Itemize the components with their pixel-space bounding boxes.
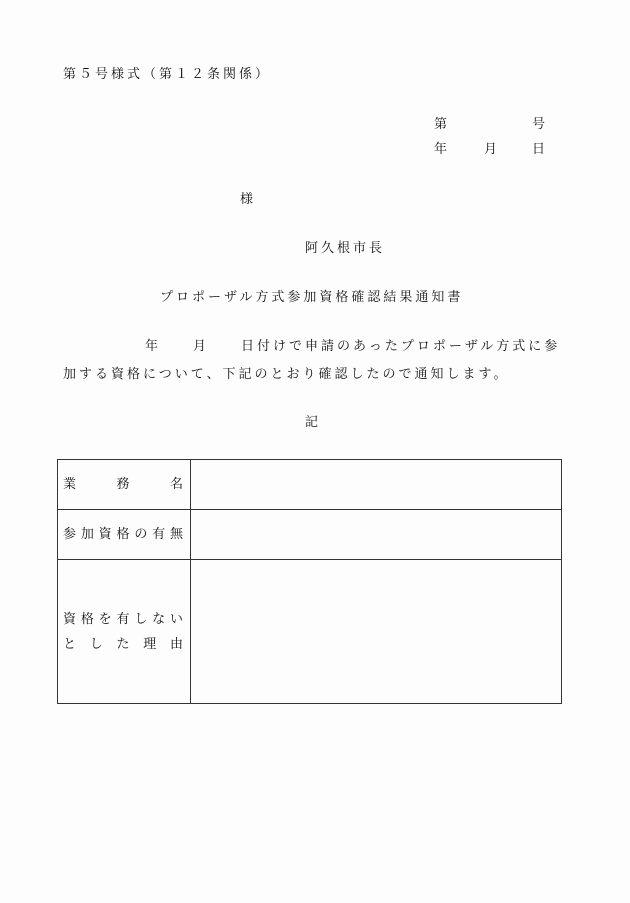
document-number-suffix: 号 — [532, 117, 549, 132]
eligibility-value — [191, 510, 561, 559]
reason-label-line-1: 資格を有しない — [63, 611, 183, 627]
sender-name: 阿久根市長 — [305, 241, 386, 256]
date-year-label: 年 — [434, 142, 451, 157]
body-text-line-1: 年 月 日付けで申請のあったプロポーザル方式に参 — [145, 339, 561, 354]
document-title: プロポーザル方式参加資格確認結果通知書 — [160, 290, 464, 305]
eligibility-label: 参加資格の有無 — [63, 527, 183, 542]
body-text-line-2: 加する資格について、下記のとおり確認したので通知します。 — [63, 367, 510, 382]
date-day-label: 日 — [532, 142, 549, 157]
table-label-cell — [58, 510, 191, 559]
reason-label-line-2: とした理由 — [63, 636, 183, 652]
table-label-cell — [58, 560, 191, 703]
form-number: 第５号様式（第１２条関係） — [63, 67, 272, 82]
table-row-reason — [58, 559, 561, 703]
project-name-label: 業務名 — [63, 477, 183, 492]
table-row-eligibility — [58, 509, 561, 559]
ki-heading: 記 — [305, 415, 322, 430]
details-table — [57, 459, 562, 704]
addressee-honorific: 様 — [240, 192, 257, 207]
project-name-value — [191, 460, 561, 509]
table-label-cell — [58, 460, 191, 509]
document-number-prefix: 第 — [434, 117, 451, 132]
table-row-project-name — [58, 460, 561, 509]
date-month-label: 月 — [484, 142, 501, 157]
reason-value — [191, 560, 561, 703]
